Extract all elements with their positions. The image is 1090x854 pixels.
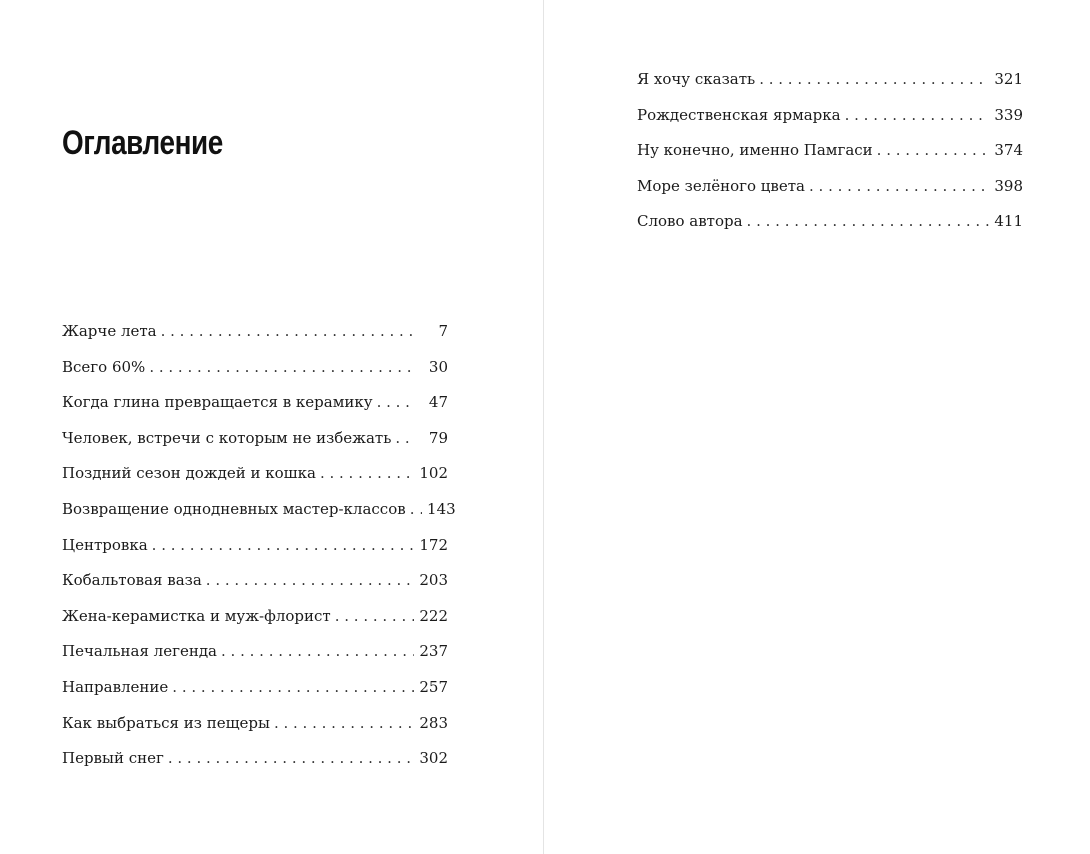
toc-page-number: 339 bbox=[994, 105, 1023, 124]
toc-entry-title: Рождественская ярмарка bbox=[637, 105, 841, 124]
dot-leader bbox=[395, 427, 414, 449]
toc-page-number: 102 bbox=[419, 464, 448, 483]
toc-entry[interactable] bbox=[62, 605, 448, 641]
toc-page-number: 411 bbox=[994, 212, 1023, 231]
toc-entry[interactable] bbox=[62, 356, 448, 392]
dot-leader bbox=[168, 747, 414, 769]
dot-leader bbox=[149, 356, 414, 378]
dot-leader bbox=[274, 712, 414, 734]
toc-entry[interactable] bbox=[62, 747, 448, 783]
toc-page-number: 398 bbox=[994, 176, 1023, 195]
dot-leader bbox=[845, 104, 989, 126]
toc-list-left bbox=[62, 320, 456, 783]
toc-entry-title: Всего 60% bbox=[62, 357, 146, 376]
toc-entry[interactable] bbox=[62, 391, 448, 427]
toc-entry-title: Направление bbox=[62, 677, 169, 696]
dot-leader bbox=[172, 676, 414, 698]
toc-entry[interactable] bbox=[62, 676, 448, 712]
dot-leader bbox=[206, 569, 414, 591]
toc-entry[interactable] bbox=[637, 210, 1023, 246]
toc-entry[interactable] bbox=[62, 569, 448, 605]
toc-page-number: 302 bbox=[419, 749, 448, 768]
toc-page-number: 222 bbox=[419, 606, 448, 625]
toc-entry-title: Печальная легенда bbox=[62, 642, 218, 661]
toc-page-number: 374 bbox=[994, 141, 1023, 160]
dot-leader bbox=[152, 534, 414, 556]
toc-list-right bbox=[637, 68, 1023, 246]
toc-page-number: 172 bbox=[419, 535, 448, 554]
toc-entry[interactable] bbox=[62, 320, 448, 356]
toc-entry-title: Жарче лета bbox=[62, 322, 157, 340]
toc-entry-title: Центровка bbox=[62, 535, 148, 554]
left-page bbox=[0, 0, 543, 854]
toc-page-number: 237 bbox=[419, 642, 448, 661]
toc-page-number: 30 bbox=[428, 357, 448, 376]
toc-entry[interactable] bbox=[637, 139, 1023, 175]
toc-page-number: 283 bbox=[419, 713, 448, 732]
toc-entry[interactable] bbox=[637, 104, 1023, 140]
toc-entry[interactable] bbox=[62, 462, 448, 498]
toc-entry-title: Поздний сезон дождей и кошка bbox=[62, 464, 316, 483]
toc-entry[interactable] bbox=[62, 498, 456, 534]
toc-entry-title: Человек, встречи с которым не избежать bbox=[62, 428, 392, 447]
dot-leader bbox=[335, 605, 414, 627]
dot-leader bbox=[377, 391, 414, 413]
toc-page-number: 321 bbox=[994, 70, 1023, 88]
dot-leader bbox=[410, 498, 422, 520]
toc-entry[interactable] bbox=[62, 712, 448, 748]
toc-entry[interactable] bbox=[637, 175, 1023, 211]
toc-entry-title: Жена-керамистка и муж-флорист bbox=[62, 606, 331, 625]
toc-entry-title: Когда глина превращается в керамику bbox=[62, 393, 373, 412]
dot-leader bbox=[759, 68, 989, 90]
dot-leader bbox=[809, 175, 989, 197]
toc-page-number: 257 bbox=[419, 677, 448, 696]
right-page bbox=[544, 0, 1090, 854]
toc-entry[interactable] bbox=[62, 427, 448, 463]
dot-leader bbox=[221, 640, 414, 662]
toc-entry-title: Ну конечно, именно Памгаси bbox=[637, 141, 873, 160]
toc-entry-title: Кобальтовая ваза bbox=[62, 571, 202, 590]
toc-page-number: 7 bbox=[438, 322, 448, 340]
toc-entry-title: Слово автора bbox=[637, 212, 743, 231]
toc-entry[interactable] bbox=[637, 68, 1023, 104]
dot-leader bbox=[161, 320, 414, 342]
toc-entry[interactable] bbox=[62, 640, 448, 676]
toc-page-number: 203 bbox=[419, 571, 448, 590]
page-title: Оглавление bbox=[62, 124, 223, 162]
dot-leader bbox=[320, 462, 414, 484]
dot-leader bbox=[747, 210, 989, 232]
toc-page-number: 47 bbox=[428, 393, 448, 412]
toc-entry-title: Возвращение однодневных мастер-классов bbox=[62, 499, 406, 518]
toc-entry-title: Первый снег bbox=[62, 749, 164, 768]
toc-entry[interactable] bbox=[62, 534, 448, 570]
toc-entry-title: Как выбраться из пещеры bbox=[62, 713, 270, 732]
dot-leader bbox=[877, 139, 989, 161]
toc-entry-title: Я хочу сказать bbox=[637, 70, 756, 88]
toc-page-number: 143 bbox=[427, 499, 456, 518]
toc-entry-title: Море зелёного цвета bbox=[637, 176, 805, 195]
toc-page-number: 79 bbox=[428, 428, 448, 447]
